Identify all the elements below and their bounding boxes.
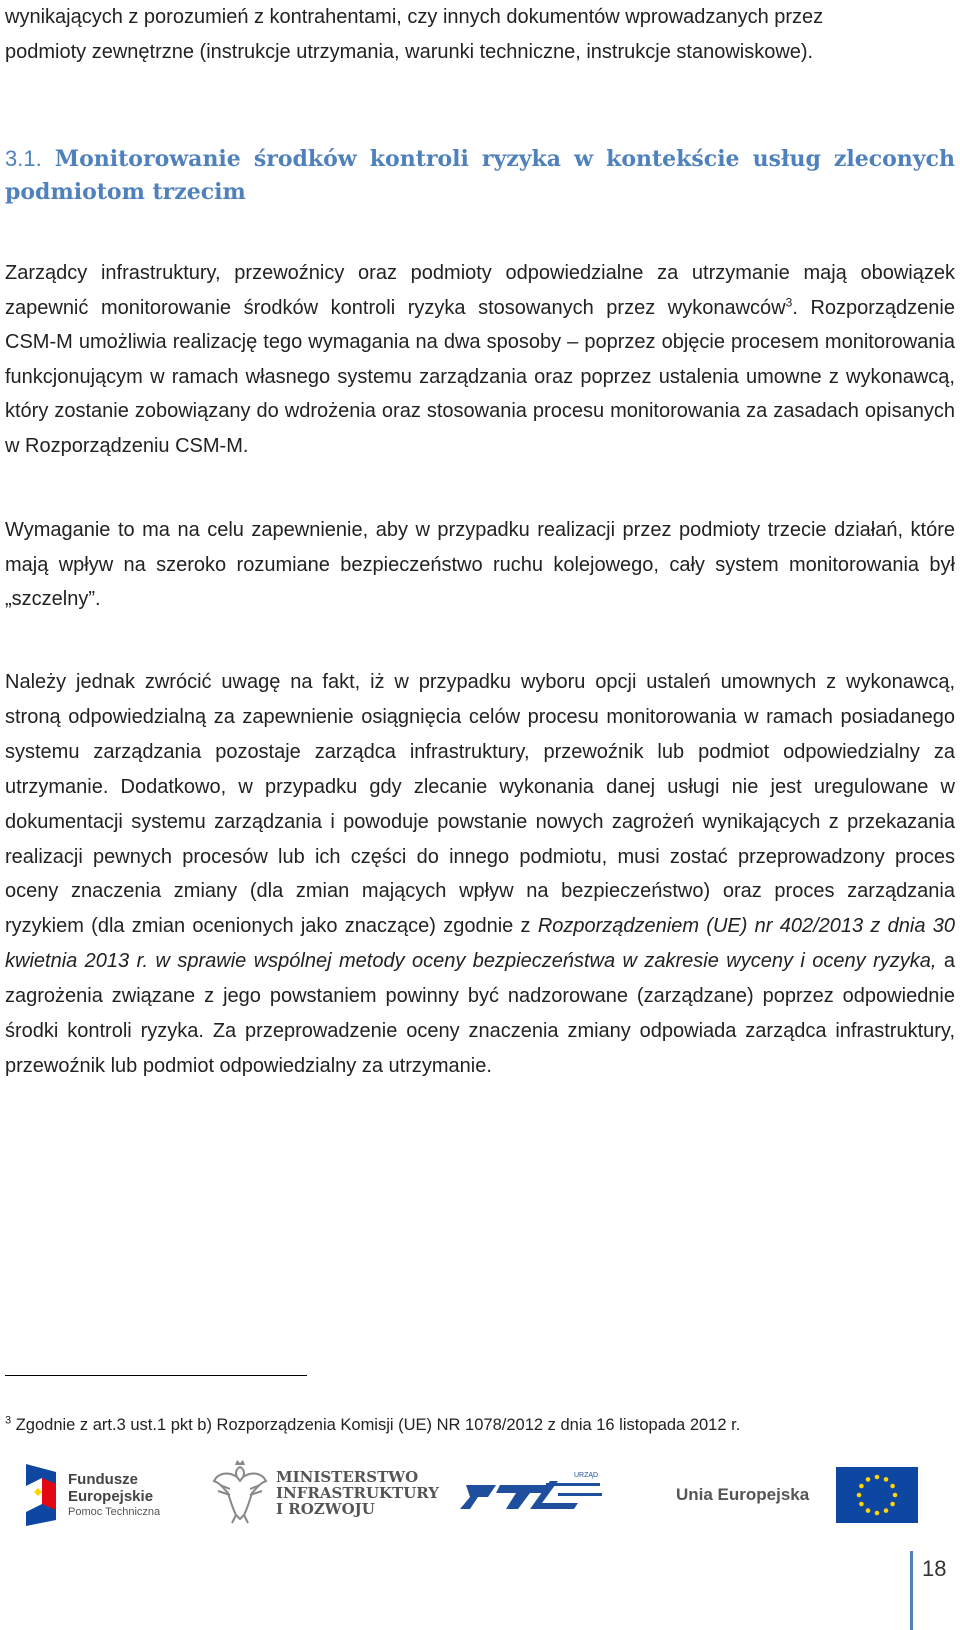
eu-star-icon	[857, 1493, 862, 1498]
footnote	[5, 1414, 955, 1436]
footnote-number: 3	[5, 1414, 12, 1427]
ue-text: Unia Europejska	[676, 1485, 810, 1504]
footnote-text: Zgodnie z art.3 ust.1 pkt b) Rozporządzenia Komisji (UE) NR 1078/2012 z dnia 16 listopada 2012 r.	[11, 1416, 741, 1434]
paragraph-3-text: Należy jednak zwrócić uwagę na fakt, iż w przypadku wyboru opcji ustaleń umownych z wykonawcą, stroną odpowiedzialną za zapewnienie osiągnięcia celów procesu monitorowania w ramach posiadanego systemu zarządzania pozostaje zarządca infrastruktury, przewoźnik lub podmiot odpowiedzialny za utrzymanie. Dodatkowo, w przypadku gdy zlecanie wykonania danej usługi nie jest uregulowane w dokumentacji systemu zarządzania i powoduje powstanie nowych zagrożeń wynikających z przekazania realizacji pewnych procesów lub ich części do innego podmiotu, musi zostać przeprowadzony proces oceny znaczenia zmiany (dla zmian mających wpływ na bezpieczeństwo) oraz proces zarządzania ryzykiem (dla zmian ocenionych jako znaczące) zgodnie z	[5, 671, 955, 938]
eu-star-icon	[866, 1477, 871, 1482]
eu-star-icon	[893, 1493, 898, 1498]
fe-line3: Pomoc Techniczna	[68, 1506, 161, 1518]
utk-label: URZĄD	[574, 1472, 599, 1479]
paragraph-1	[5, 256, 955, 463]
eu-star-icon	[859, 1484, 864, 1489]
fe-line2: Europejskie	[68, 1488, 154, 1505]
paragraph-1-text: Zarządcy infrastruktury, przewoźnicy oraz podmioty odpowiedzialne za utrzymanie mają obowiązek zapewnić monitorowanie środków kontroli ryzyka stosowanych przez wykonawców	[5, 262, 955, 319]
paragraph-3-continuation: a zagrożenia związane z jego powstaniem powinny być nadzorowane (zarządzane) poprzez odpowiednie środki kontroli ryzyka. Za przeprowadzenie oceny znaczenia zmiany odpowiada zarządca infrastruktury, przewoźnik lub podmiot odpowiedzialny za utrzymanie.	[5, 950, 955, 1077]
eu-star-icon	[866, 1508, 871, 1513]
page-number-bar	[910, 1551, 913, 1630]
eu-star-icon	[875, 1475, 880, 1480]
section-title: Monitorowanie środków kontroli ryzyka w kontekście usług zleconych podmiotom trzecim	[5, 146, 955, 205]
ministerstwo-logo	[210, 1459, 440, 1531]
eagle-emblem-icon	[210, 1459, 270, 1525]
top-paragraph	[5, 0, 955, 70]
eu-star-icon	[884, 1477, 889, 1482]
fundusze-europejskie-emblem	[22, 1464, 62, 1526]
top-paragraph-line2: podmioty zewnętrzne (instrukcje utrzymania, warunki techniczne, instrukcje stanowiskowe).	[5, 41, 814, 63]
unia-europejska-logo	[676, 1467, 926, 1527]
ministry-line2: INFRASTRUKTURY	[276, 1484, 440, 1502]
logo-bar	[0, 1455, 960, 1535]
utk-emblem-icon	[460, 1469, 630, 1519]
eu-star-icon	[890, 1502, 895, 1507]
top-paragraph-line1: wynikających z porozumień z kontrahentami, czy innych dokumentów wprowadzanych przez	[5, 6, 824, 28]
eu-star-icon	[875, 1511, 880, 1516]
paragraph-1-continuation: . Rozporządzenie CSM-M umożliwia realizację tego wymagania na dwa sposoby – poprzez objęcie procesem monitorowania funkcjonującym w ramach własnego systemu zarządzania oraz poprzez ustalenia umowne z wykonawcą, który zostanie zobowiązany do wdrożenia oraz stosowania procesu monitorowania za zasadach opisanych w Rozporządzeniu CSM-M.	[5, 296, 955, 457]
paragraph-2-text: Wymaganie to ma na celu zapewnienie, aby w przypadku realizacji przez podmioty trzecie działań, które mają wpływ na szeroko rozumiane bezpieczeństwo ruchu kolejowego, cały system monitorowania był „szczelny”.	[5, 519, 955, 610]
ministry-line3: I ROZWOJU	[276, 1500, 375, 1518]
utk-logo	[460, 1469, 630, 1519]
page-number: 18	[922, 1556, 947, 1581]
fe-line1: Fundusze	[68, 1471, 138, 1488]
paragraph-2	[5, 513, 955, 617]
eu-star-icon	[890, 1484, 895, 1489]
eu-flag-icon	[836, 1467, 918, 1523]
ministry-line1: MINISTERSTWO	[276, 1468, 419, 1486]
footnote-reference[interactable]: 3	[785, 294, 793, 309]
section-heading	[5, 142, 955, 209]
eu-star-icon	[884, 1508, 889, 1513]
footnote-separator	[5, 1375, 307, 1376]
regulation-reference: Rozporządzeniem (UE) nr 402/2013 z dnia 30 kwietnia 2013 r. w sprawie wspólnej metody oceny bezpieczeństwa w zakresie wyceny i oceny ryzyka,	[5, 915, 955, 973]
eu-star-icon	[859, 1502, 864, 1507]
section-number: 3.1.	[5, 146, 42, 171]
paragraph-3	[5, 665, 955, 1084]
fundusze-europejskie-logo	[22, 1461, 172, 1531]
